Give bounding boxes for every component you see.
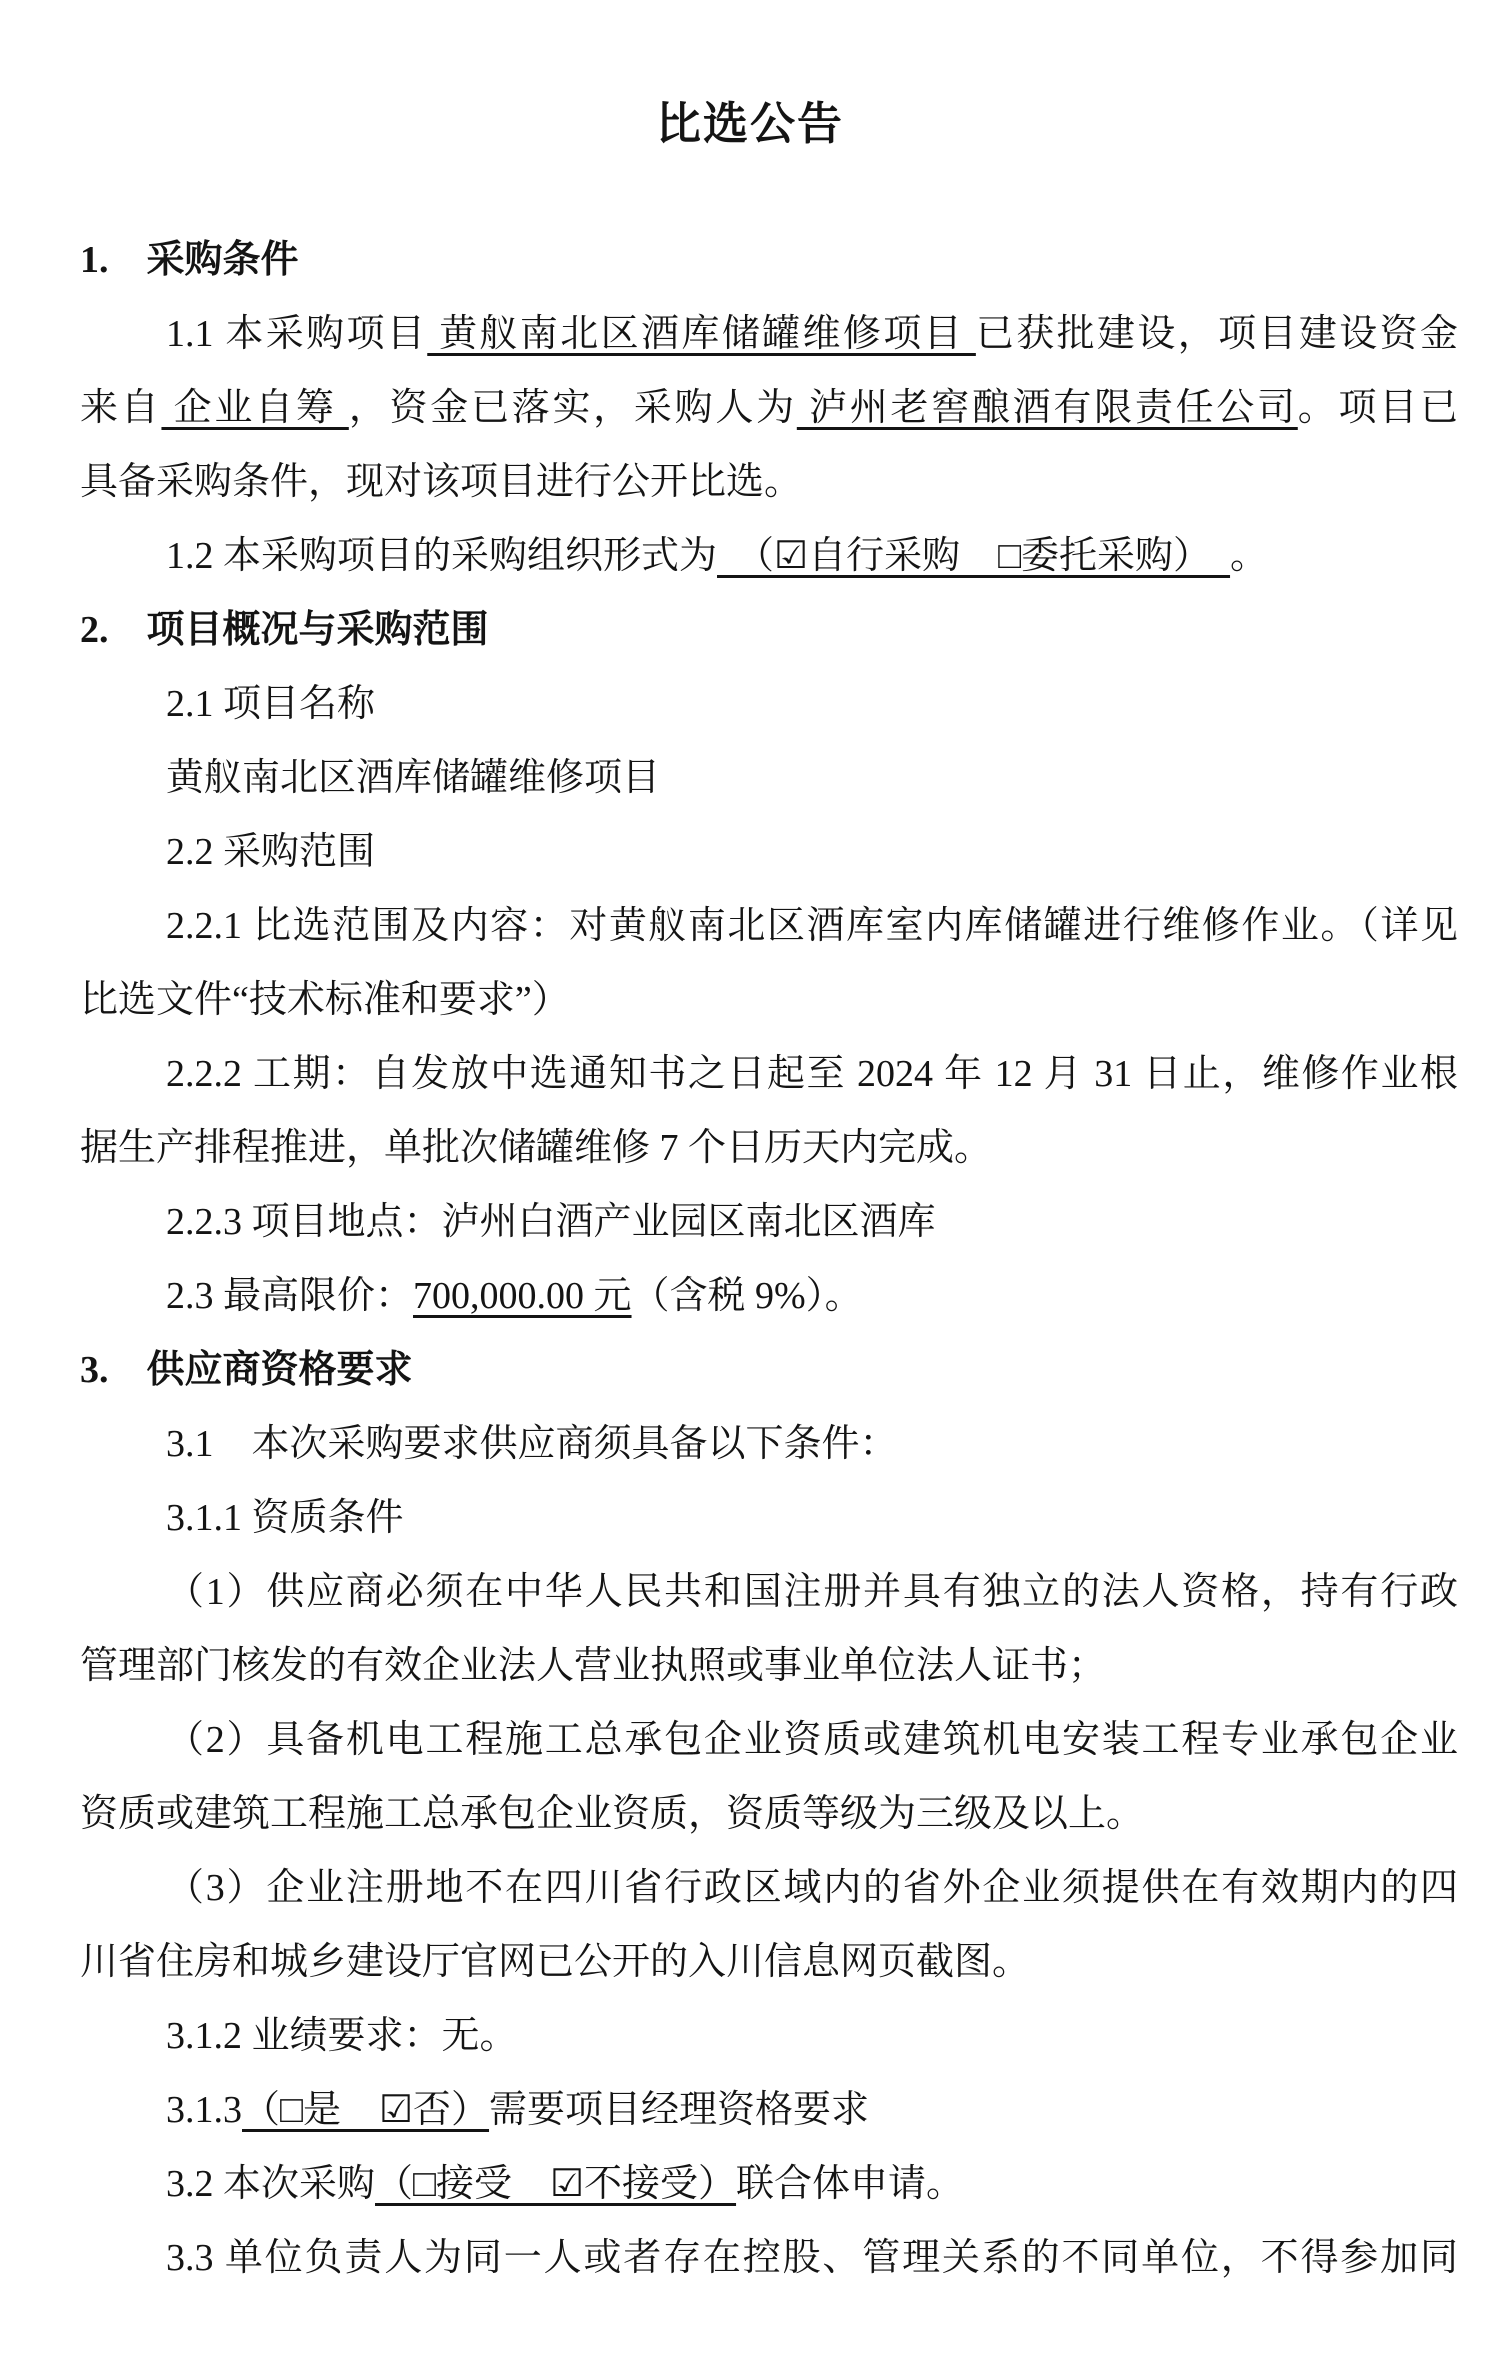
pm-requirement-field: （□是 ☑否）	[242, 2089, 490, 2131]
document-title: 比选公告	[655, 99, 844, 149]
para-3-1-1-item-3-line-1: （3）企业注册地不在四川省行政区域内的省外企业须提供在有效期内的四	[166, 1867, 1458, 1909]
para-3-1-1-item-2-line-1: （2）具备机电工程施工总承包企业资质或建筑机电安装工程专业承包企业	[166, 1719, 1458, 1761]
text-run: （含税 9%）。	[631, 1275, 863, 1317]
para-1-1-line-1	[80, 297, 1458, 371]
para-3-1-1-item-1-line-1: （1）供应商必须在中华人民共和国注册并具有独立的法人资格，持有行政	[166, 1571, 1458, 1613]
text-run: 需要项目经理资格要求	[489, 2089, 870, 2131]
procurement-mode-field: （☑自行采购 □委托采购）	[717, 535, 1231, 577]
para-3-1-2: 3.1.2 业绩要求：无。	[166, 2015, 518, 2057]
para-3-3-line-1: 3.3 单位负责人为同一人或者存在控股、管理关系的不同单位，不得参加同	[166, 2237, 1458, 2279]
text-run: 2.3 最高限价：	[166, 1275, 414, 1317]
purchaser-field: 泸州老窖酿酒有限责任公司	[796, 387, 1298, 429]
text-run: 3.2 本次采购	[166, 2163, 376, 2205]
para-2-2-3: 2.2.3 项目地点：泸州白酒产业园区南北区酒库	[166, 1201, 936, 1243]
para-2-1: 2.1 项目名称	[166, 683, 376, 725]
text-run: 3.1.3	[166, 2089, 242, 2131]
para-2-2-2-line-1: 2.2.2 工期：自发放中选通知书之日起至 2024 年 12 月 31 日止，维修作业根	[166, 1053, 1458, 1095]
consortium-field: （□接受 ☑不接受）	[375, 2163, 737, 2205]
para-3-2	[80, 2147, 1458, 2221]
para-2-3	[80, 1259, 1458, 1333]
text-run: 已获批建设，项目建设资金	[975, 313, 1458, 355]
text-run: 。	[1230, 535, 1269, 577]
para-1-1-line-3: 具备采购条件，现对该项目进行公开比选。	[80, 461, 803, 503]
price-limit-field: 700,000.00 元	[413, 1275, 632, 1317]
para-2-2-1-line-2: 比选文件“技术标准和要求”）	[80, 979, 570, 1021]
text-run: 来自	[80, 387, 162, 429]
para-2-2-1-line-1: 2.2.1 比选范围及内容：对黄舣南北区酒库室内库储罐进行维修作业。（详见	[166, 905, 1458, 947]
para-3-1-1-item-3-line-2: 川省住房和城乡建设厅官网已公开的入川信息网页截图。	[80, 1941, 1031, 1983]
text-run: 。项目已	[1297, 387, 1458, 429]
para-2-2-2-line-2: 据生产排程推进，单批次储罐维修 7 个日历天内完成。	[80, 1127, 993, 1169]
text-run: 联合体申请。	[736, 2163, 965, 2205]
para-1-2	[80, 519, 1458, 593]
text-run: 1.1 本采购项目	[166, 313, 428, 355]
section-heading-3: 3. 供应商资格要求	[80, 1349, 413, 1391]
para-3-1-3	[80, 2073, 1458, 2147]
section-heading-2: 2. 项目概况与采购范围	[80, 609, 489, 651]
text-run: 1.2 本采购项目的采购组织形式为	[166, 535, 718, 577]
section-heading-1: 1. 采购条件	[80, 239, 299, 281]
para-3-1-1: 3.1.1 资质条件	[166, 1497, 404, 1539]
para-3-1-1-item-1-line-2: 管理部门核发的有效企业法人营业执照或事业单位法人证书；	[80, 1645, 1107, 1687]
text-run: ，资金已落实，采购人为	[348, 387, 797, 429]
para-3-1-1-item-2-line-2: 资质或建筑工程施工总承包企业资质，资质等级为三级及以上。	[80, 1793, 1145, 1835]
para-3-1: 3.1 本次采购要求供应商须具备以下条件：	[166, 1423, 898, 1465]
para-1-1-line-2	[80, 371, 1458, 445]
funding-source-field: 企业自筹	[161, 387, 349, 429]
project-name-line: 黄舣南北区酒库储罐维修项目	[166, 757, 661, 799]
para-2-2: 2.2 采购范围	[166, 831, 376, 873]
project-name-field: 黄舣南北区酒库储罐维修项目	[427, 313, 976, 355]
